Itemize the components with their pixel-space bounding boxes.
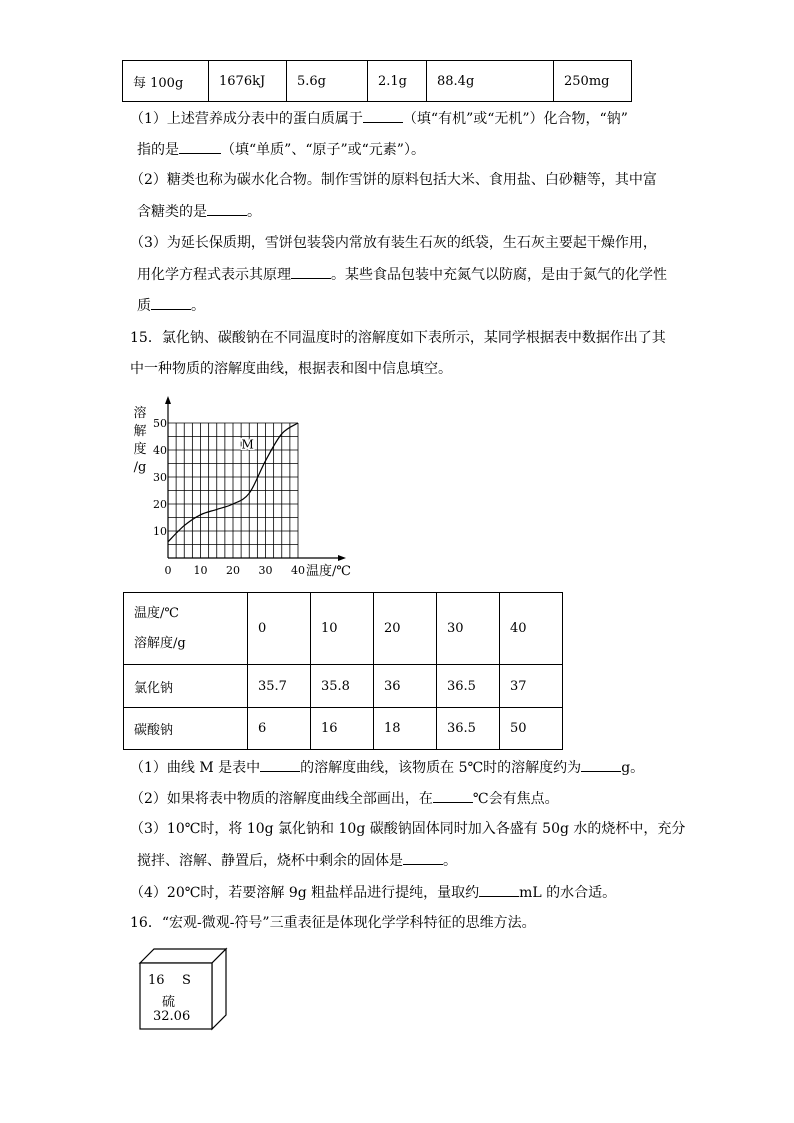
- q15-part1: （1）曲线 M 是表中 的溶解度曲线，该物质在 5℃时的溶解度约为 g。: [130, 757, 644, 778]
- table-cell: 36: [374, 665, 437, 708]
- answer-blank[interactable]: [479, 882, 519, 897]
- q14-part2-line2: 含糖类的是 。: [137, 201, 261, 222]
- temp-header-label: 温度/℃: [134, 605, 179, 621]
- q14-part1-line1: （1）上述营养成分表中的蛋白质属于 （填“有机”或“无机”）化合物，“钠”: [130, 108, 628, 129]
- q15-part2: （2）如果将表中物质的溶解度曲线全部画出，在 ℃会有焦点。: [130, 788, 559, 809]
- y-axis-label: 度: [133, 442, 147, 457]
- q14-part1-line2: 指的是 （填“单质”、“原子”或“元素”）。: [137, 139, 425, 160]
- q16-stem: 16．“宏观-微观-符号”三重表征是体现化学学科特征的思维方法。: [130, 915, 536, 931]
- nutrition-table: [122, 60, 632, 102]
- table-header-cell: 0: [248, 593, 311, 665]
- y-axis-label: /g: [133, 460, 147, 475]
- x-tick-label: 10: [193, 564, 208, 577]
- table-cell: 氯化钠: [124, 665, 248, 708]
- x-axis-label: 温度/℃: [306, 564, 351, 579]
- table-cell: 碳酸钠: [124, 708, 248, 750]
- y-tick-label: 10: [153, 525, 167, 538]
- table-cell: 18: [374, 708, 437, 750]
- solubility-chart: [125, 395, 360, 585]
- y-axis-label: 解: [133, 424, 147, 439]
- y-tick-label: 20: [153, 498, 167, 511]
- answer-blank[interactable]: [403, 850, 443, 865]
- y-axis-label: 溶: [133, 406, 147, 421]
- q14-part3-line1: （3）为延长保质期，雪饼包装袋内常放有装生石灰的纸袋，生石灰主要起干燥作用，: [130, 235, 657, 251]
- table-cell: 1676kJ: [209, 61, 287, 102]
- table-header-cell: 10: [311, 593, 374, 665]
- table-row: [124, 708, 563, 750]
- table-cell: 2.1g: [368, 61, 427, 102]
- table-cell: 6: [248, 708, 311, 750]
- element-number: 16: [148, 973, 165, 988]
- y-tick-label: 40: [153, 444, 167, 457]
- answer-blank[interactable]: [433, 788, 473, 803]
- table-header-cell: 20: [374, 593, 437, 665]
- table-row: [123, 61, 632, 102]
- table-cell: 37: [500, 665, 563, 708]
- x-tick-label: 30: [258, 564, 273, 577]
- table-header-cell: 30: [437, 593, 500, 665]
- q14-part3-line2: 用化学方程式表示其原理 。某些食品包装中充氮气以防腐，是由于氮气的化学性: [137, 264, 667, 285]
- element-name: 硫: [162, 995, 176, 1010]
- y-tick-label: 30: [153, 471, 167, 484]
- q15-stem-line2: 中一种物质的溶解度曲线，根据表和图中信息填空。: [130, 361, 452, 377]
- element-mass: 32.06: [153, 1009, 191, 1024]
- q15-part3-line2: 搅拌、溶解、静置后，烧杯中剩余的固体是 。: [137, 850, 457, 871]
- q15-stem-line1: 15．氯化钠、碳酸钠在不同温度时的溶解度如下表所示，某同学根据表中数据作出了其: [130, 330, 666, 346]
- solubility-header-label: 溶解度/g: [134, 635, 186, 651]
- answer-blank[interactable]: [151, 295, 191, 310]
- table-cell: 每 100g: [123, 61, 209, 102]
- table-row: [124, 593, 563, 665]
- table-cell: 5.6g: [287, 61, 368, 102]
- answer-blank[interactable]: [179, 139, 221, 154]
- q14-part3-line3: 质 。: [137, 295, 205, 316]
- q15-part4: （4）20℃时，若要溶解 9g 粗盐样品进行提纯，量取约 mL 的水合适。: [130, 882, 616, 903]
- table-header-cell: 40: [500, 593, 563, 665]
- answer-blank[interactable]: [260, 757, 300, 772]
- x-tick-label: 20: [226, 564, 240, 577]
- answer-blank[interactable]: [581, 757, 621, 772]
- q14-part2-line1: （2）糖类也称为碳水化合物。制作雪饼的原料包括大米、食用盐、白砂糖等，其中富: [130, 172, 657, 188]
- y-tick-label: 50: [153, 417, 167, 430]
- series-label-m: M: [241, 437, 254, 452]
- table-header-cell: [124, 593, 248, 665]
- x-tick-label: 0: [164, 564, 172, 577]
- x-tick-label: 40: [291, 564, 305, 577]
- chart-labels: [133, 405, 350, 579]
- solubility-table: [123, 592, 563, 750]
- table-cell: 16: [311, 708, 374, 750]
- table-cell: 250mg: [554, 61, 632, 102]
- cube-top-face: [140, 949, 226, 963]
- answer-blank[interactable]: [291, 264, 331, 279]
- x-axis-arrow: [338, 555, 346, 561]
- table-cell: 88.4g: [427, 61, 554, 102]
- table-cell: 35.8: [311, 665, 374, 708]
- table-cell: 36.5: [437, 665, 500, 708]
- answer-blank[interactable]: [207, 201, 247, 216]
- table-row: [124, 665, 563, 708]
- table-cell: 35.7: [248, 665, 311, 708]
- chart-grid: [168, 423, 298, 558]
- y-axis-arrow: [165, 396, 171, 404]
- table-cell: 36.5: [437, 708, 500, 750]
- answer-blank[interactable]: [363, 108, 403, 123]
- element-symbol: S: [182, 973, 191, 988]
- table-cell: 50: [500, 708, 563, 750]
- cube-side-face: [212, 949, 226, 1029]
- q15-part3-line1: （3）10℃时，将 10g 氯化钠和 10g 碳酸钠固体同时加入各盛有 50g 水的烧杯中，充分: [130, 821, 686, 837]
